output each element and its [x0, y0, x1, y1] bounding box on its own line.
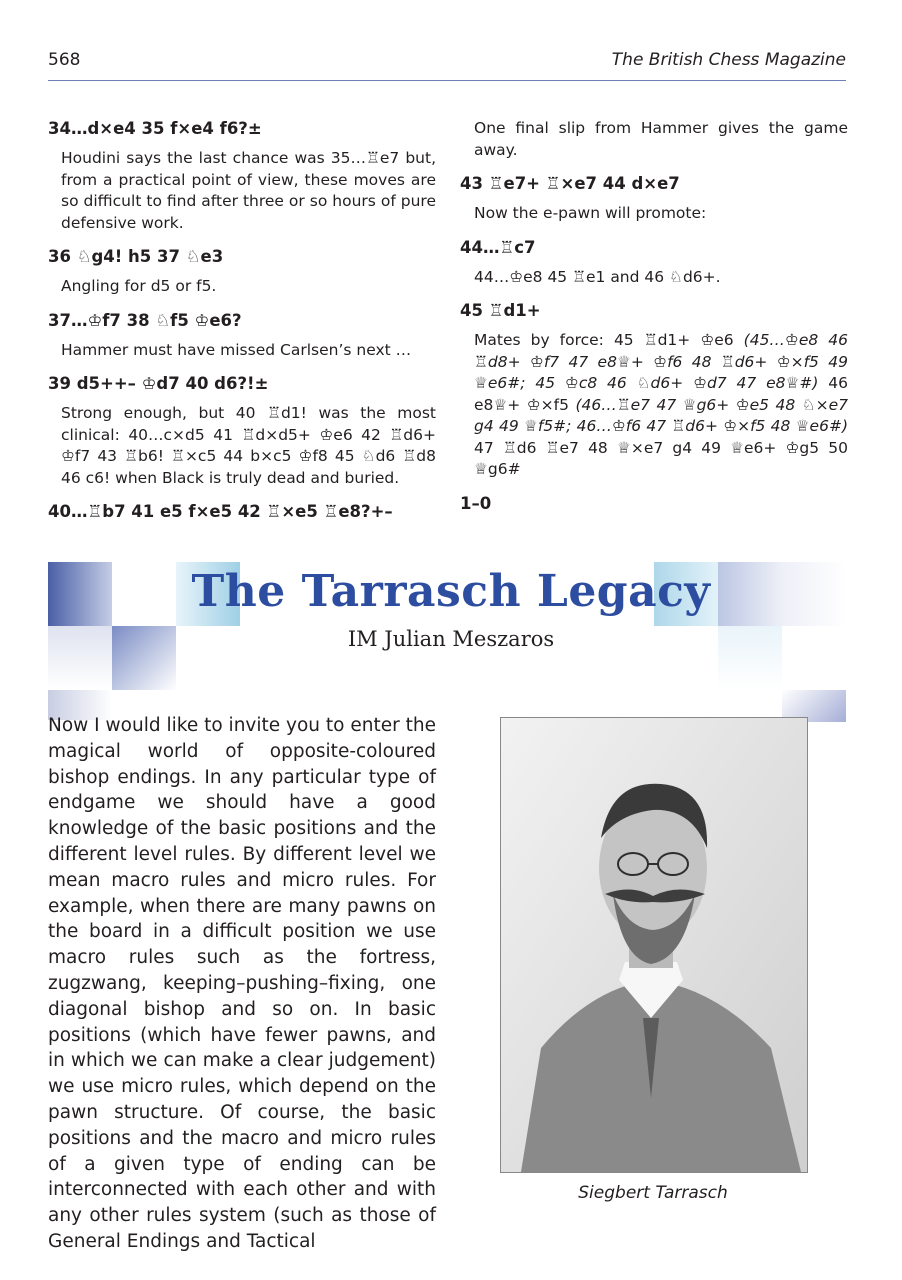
photo-caption: Siegbert Tarrasch — [578, 1183, 728, 1203]
mainline-text: 47 ♖d6 ♖e7 48 ♕×e7 g4 49 ♕e6+ ♔g5 50 ♕g6# — [474, 438, 848, 478]
move-heading: 36 ♘g4! h5 37 ♘e3 — [48, 247, 224, 266]
move-heading: 39 d5++– ♔d7 40 d6?!± — [48, 374, 269, 393]
mainline-text: 46 e8♕+ ♔×f5 — [474, 374, 848, 414]
mainline-text: Mates by force: 45 ♖d1+ ♔e6 — [474, 331, 744, 349]
annotation-column-right — [460, 118, 848, 523]
move-heading: 1–0 — [460, 493, 492, 513]
annotation-note: Strong enough, but 40 ♖d1! was the most clinical: 40…c×d5 41 ♖d×d5+ ♔e6 42 ♖d6+ ♔f7 43 ♖b6! ♖×c5 44 b×c5 ♔f8 45 ♘d6 ♖d8 46 c6! when Black is truly dead and buried. — [61, 404, 436, 487]
annotation-note — [474, 330, 848, 481]
page-number: 568 — [48, 50, 81, 70]
page-header — [48, 50, 846, 81]
move-heading: 37…♔f7 38 ♘f5 ♔e6? — [48, 310, 242, 330]
annotation-note: Hammer must have missed Carlsen’s next … — [61, 340, 412, 359]
annotation-note: Angling for d5 or f5. — [61, 277, 217, 295]
article-author: IM Julian Meszaros — [347, 627, 555, 651]
annotation-note: 44…♔e8 45 ♖e1 and 46 ♘d6+. — [474, 267, 721, 286]
annotation-note: Now the e-pawn will promote: — [474, 204, 707, 222]
move-heading: 44…♖c7 — [460, 237, 536, 257]
move-heading: 45 ♖d1+ — [460, 301, 541, 320]
article-body: Now I would like to invite you to enter the magical world of opposite-coloured bishop endings. In any particular type of endgame we should have a good knowledge of the basic positions and the different level rules. By different level we mean macro rules and micro rules. For example, when there are many pawns on the board in a difficult position we use macro rules such as the fortress, zugzwang, keeping–pushing–fixing, one diagonal bishop and so on. In basic positions (which have fewer pawns, and in which we can make a clear judgement) we use micro rules, which depend on the pawn structure. Of course, the basic positions and the macro and micro rules of a given type of ending can be interconnected with each other and with any other rules system (such as those of General Endings and Tactical — [48, 715, 436, 1252]
annotation-note: Houdini says the last chance was 35…♖e7 but, from a practical point of view, these moves are so difficult to find after three or so hours of pure defensive work. — [61, 149, 436, 232]
annotation-column-left — [48, 118, 436, 531]
move-heading: 34…d×e4 35 f×e4 f6?± — [48, 119, 262, 138]
magazine-title: The British Chess Magazine — [611, 50, 846, 70]
annotation-note: One final slip from Hammer gives the game away. — [474, 119, 848, 159]
move-heading: 40…♖b7 41 e5 f×e5 42 ♖×e5 ♖e8?+– — [48, 502, 393, 521]
variation-text: (45…♔e8 46 ♖d8+ ♔f7 47 e8♕+ ♔f6 48 ♖d6+ ♔×f5 49 ♕e6#; 45 ♔c8 46 ♘d6+ ♔d7 47 e8♕#) — [474, 331, 848, 392]
variation-text: (46…♖e7 47 ♕g6+ ♔e5 48 ♘×e7 g4 49 ♕f5#; 46…♔f6 47 ♖d6+ ♔×f5 48 ♕e6#) — [474, 395, 848, 435]
portrait-photo — [500, 717, 808, 1173]
portrait-illustration — [501, 718, 807, 1172]
article-title: The Tarrasch Legacy — [191, 566, 711, 617]
move-heading: 43 ♖e7+ ♖×e7 44 d×e7 — [460, 174, 680, 193]
